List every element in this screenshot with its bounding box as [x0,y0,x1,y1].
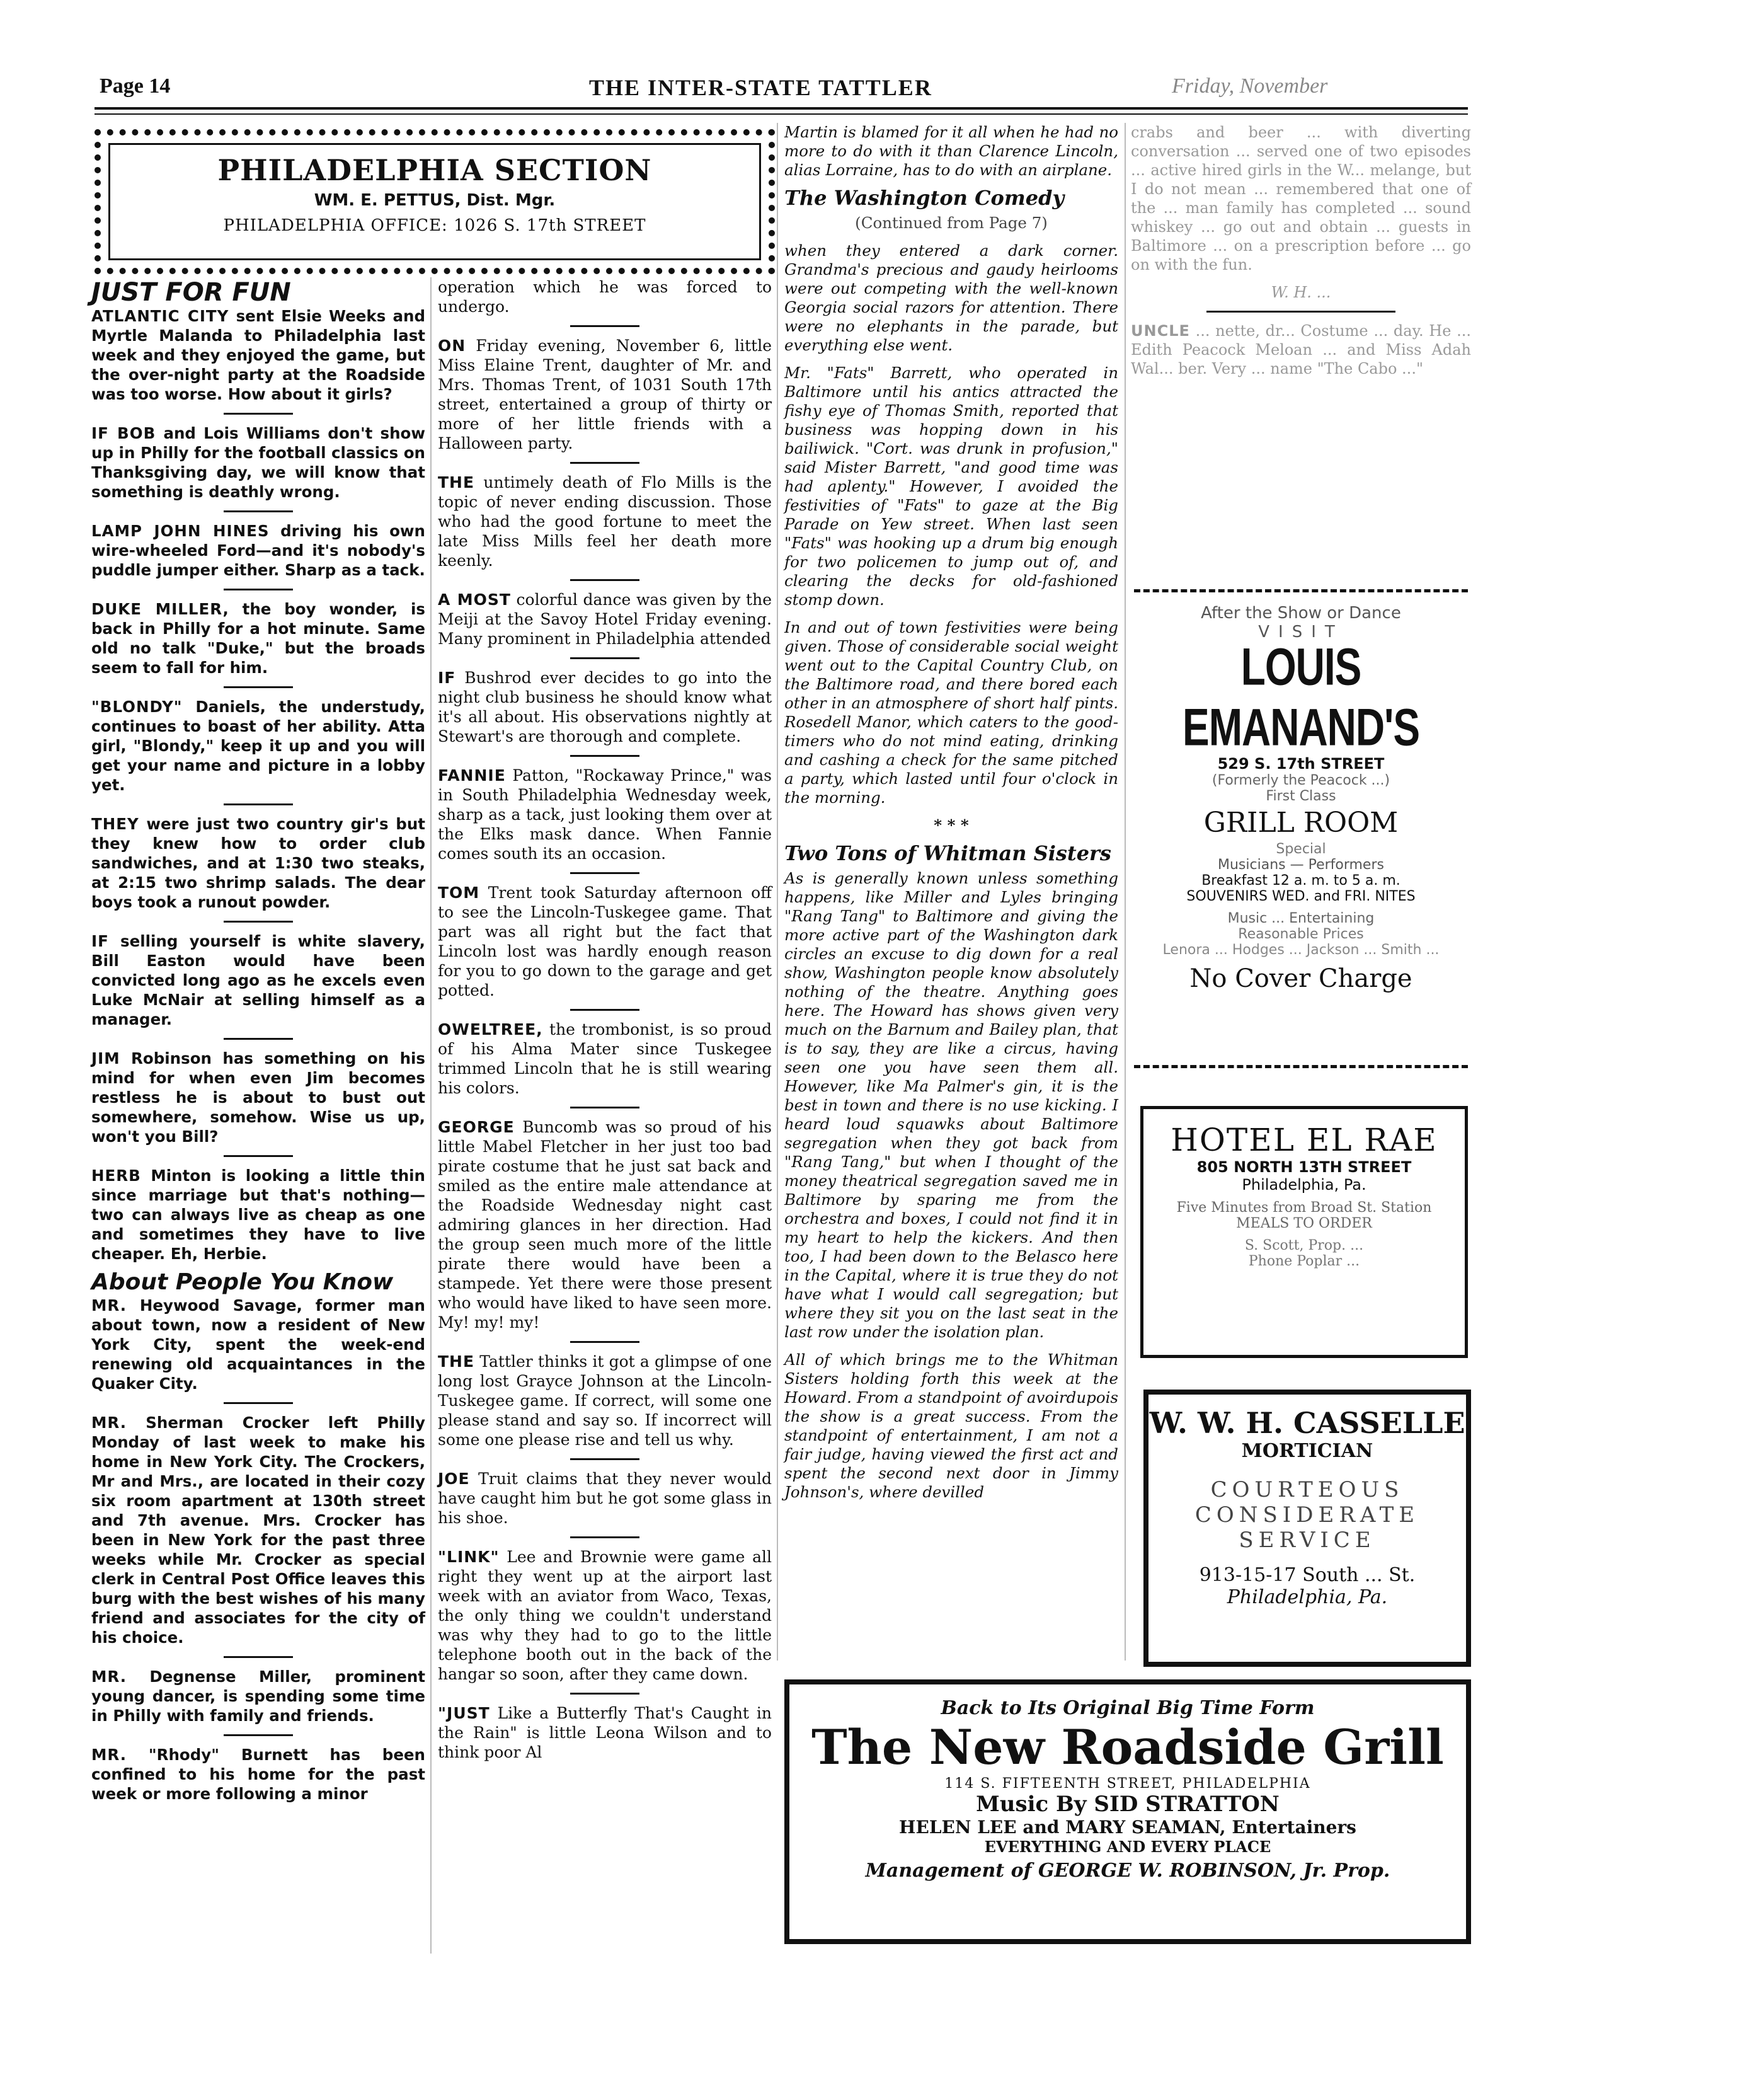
ad-mortician-line3: SERVICE [1239,1528,1376,1553]
just-for-fun-items [91,306,425,1264]
item-text: Buncomb was so proud of his little Mabel Fletcher in her just too bad pirate costume that he just sat back and smiled as the entire male attendance at the Roadside Wednesday night cast admiring glances in her direction. Had the group seen much more of the little pirate there would have been a stampede. Yet there were those present who would have liked to have seen more. My! my! my! [438,1118,772,1332]
separator [224,413,293,415]
ad-grill-address: 529 S. 17th STREET [1217,755,1385,773]
separator [224,1402,293,1404]
news-item [91,1745,425,1804]
column-rule [1125,123,1126,1661]
separator [224,921,293,923]
separator [570,1341,639,1343]
ad-grill-musicians: Musicians — Performers [1218,857,1384,873]
ad-roadside-name: The New Roadside Grill [811,1719,1444,1775]
item-lead: MR. [91,1667,127,1686]
separator [224,589,293,590]
news-item [438,883,772,1000]
item-text: ... nette, dr... Costume ... day. He ... Edith Peacock Meloan ... and Miss Adah Wal... ber. Very ... name "The Cabo ..." [1131,322,1471,377]
item-text: the boy wonder, is back in Philly for a hot minute. Same old no talk "Duke," but the broads seem to fall for him. [91,600,425,677]
news-item [438,590,772,648]
item-text: Sherman Crocker left Philly Monday of last week to make his home in New York City. The Crockers, Mr and Mrs., are located in their cozy six room apartment at 130th street and 7th avenue. Mrs. Crocker has been in New York for the past three weeks while Mr. Crocker as special clerk in Central Post Office leaves this burg with the best wishes of his many friend and associates for the city of his choice. [91,1413,425,1647]
ad-roadside-music: Music By SID STRATTON [976,1792,1280,1817]
item-text: Daniels, the understudy, continues to boast of her ability. Atta girl, "Blondy," keep it up and you will get your name and picture in a lobby yet. [91,698,425,794]
ad-hotel-el-rae [1140,1106,1468,1358]
separator [224,1656,293,1658]
news-item [438,473,772,570]
news-item: In and out of town festivities were being given. Those of considerable social weight went out to the Capital Country Club, on the Baltimore road, and there bored each other in an atmosphere of short half pints. Rosedell Manor, which caters to the good-timers who do not mind eating, drinking and cashing a check for the same pitched a party, which lasted until four o'clock in the morning. [784,618,1118,807]
ad-roadside-everything: EVERYTHING AND EVERY PLACE [984,1838,1271,1856]
ad-grill-line1: After the Show or Dance [1201,604,1401,623]
column-rule [777,123,778,1661]
news-item [91,1413,425,1647]
news-item [91,814,425,912]
separator [570,325,639,327]
column-2 [438,277,772,1771]
stars-divider: * * * [934,816,969,834]
ad-grill-formerly: (Formerly the Peacock ...) [1211,773,1390,788]
item-lead: ON [438,337,466,355]
item-text: untimely death of Flo Mills is the topic of never ending discussion. Those who had the good fortune to meet the late Miss Mills feel her death more keenly. [438,473,772,570]
news-item [438,1469,772,1528]
item-lead: ATLANTIC CITY [91,307,229,325]
continued-text: operation which he was forced to undergo. [438,278,772,316]
news-item [91,1296,425,1393]
item-lead: "BLONDY" [91,698,183,716]
header-rule [94,107,1468,110]
item-lead: LAMP JOHN HINES [91,522,270,540]
separator [570,579,639,581]
ad-grill-names: Lenora ... Hodges ... Jackson ... Smith ... [1162,942,1440,958]
separator [224,686,293,688]
ad-grill-special: Special [1276,841,1326,857]
separator [224,510,293,512]
item-text: selling yourself is white slavery, Bill Easton would have been convicted long ago as he excels even Luke McNair at selling himself as a manager. [91,932,425,1028]
item-text: Patton, "Rockaway Prince," was in South Philadelphia Wednesday week, sharp as a tack, just looking them over at the Elks mask dance. When Fannie comes south its an occasion. [438,766,772,863]
section-office: PHILADELPHIA OFFICE: 1026 S. 17th STREET [223,216,646,235]
ad-roadside-address: 114 S. FIFTEENTH STREET, PHILADELPHIA [944,1776,1311,1792]
item-lead: JOE [438,1470,470,1488]
separator [224,1734,293,1736]
separator [570,657,639,659]
ad-hotel-prop: S. Scott, Prop. ... [1244,1238,1364,1253]
separator [1206,311,1395,313]
news-item [438,1117,772,1332]
item-lead: THEY [91,815,139,833]
ad-mortician-address: 913-15-17 South ... St. [1199,1564,1416,1586]
ad-roadside-mgmt: Management of GEORGE W. ROBINSON, Jr. Prop. [865,1860,1390,1882]
news-item [91,599,425,677]
item-text: Trent took Saturday afternoon off to see the Lincoln-Tuskegee game. That part was all right but the fact that Lincoln lost was hardly enough reason for you to go down to the garage and get potted. [438,884,772,999]
header-rule-thin [94,113,1468,115]
item-text: Minton is looking a little thin since marriage but that's nothing—two can always live as cheap as one and sometimes they have to live cheaper. Eh, Herbie. [91,1166,425,1263]
news-item: As is generally known unless something happens, like Miller and Lyles bringing "Rang Tang" to Baltimore and giving the more active part of the Washington dark circles an excuse to dig down for a real show, Washington people know absolutely nothing of the theatre. Anything goes here. The Howard has shows given very much on the Barnum and Bailey plan, that is to say, they are like a circus, having seen one you have seen them all. However, like Ma Palmer's gin, it is the best in town and there is no use kicking. I heard loud squawks about Baltimore segregation when they got back from "Rang Tang," but when I thought of the money theatrical segregation saved me in Baltimore by sparing me from the orchestra and boxes, I could not find it in my heart to help the kickers. And then too, I had been down to the Belasco here in the Capital, where it is true they do not have what I would call segregation; but where they sit you on the last seat in the last row under the isolation plan. [784,869,1118,1341]
about-people-items [91,1296,425,1804]
ad-mortician-name: W. W. H. CASSELLE [1149,1406,1465,1440]
item-text: were just two country gir's but they knew how to order club sandwiches, and at 1:30 two steaks, at 2:15 two shrimp salads. The dear boys took a runout powder. [91,815,425,911]
separator [570,755,639,757]
item-text: Heywood Savage, former man about town, now a resident of New York City, spent the week-end renewing old acquaintances in the Quaker City. [91,1296,425,1393]
whitman-sisters-text [784,869,1118,1502]
item-text: and Lois Williams don't show up in Philly for the football classics on Thanksgiving day, we will know that something is deathly wrong. [91,424,426,501]
news-item [91,423,425,502]
news-item: All of which brings me to the Whitman Sisters holding forth this week at the Howard. From a standpoint of avoirdupois the show is a great success. From the standpoint of entertainment, I am not a fair judge, having viewed the first act and spent the second next door in Jimmy Johnson's, where devilled [784,1350,1118,1501]
item-lead: IF BOB [91,424,156,442]
item-lead: FANNIE [438,766,506,785]
news-item [91,306,425,404]
section-title: PHILADELPHIA SECTION [217,153,652,187]
separator [570,1458,639,1460]
item-lead: IF [91,932,109,950]
item-lead: A MOST [438,590,511,609]
ad-mortician-line1: COURTEOUS [1210,1477,1404,1502]
item-text: Lee and Brownie were game all right they went up at the airport last week with an aviator from Waco, Texas, the only thing we couldn't understand was why they had to go to the little telephone booth out in the back of the hangar so soon, after they came down. [438,1548,772,1683]
continued-note: (Continued from Page 7) [855,214,1048,232]
washington-comedy-text [784,241,1118,807]
news-item [438,1352,772,1449]
ad-hotel-minutes: Five Minutes from Broad St. Station [1176,1200,1432,1216]
ad-roadside-grill [784,1679,1471,1944]
issue-date: Friday, November [1172,74,1328,98]
ad-hotel-name: HOTEL EL RAE [1171,1122,1438,1158]
news-item [91,1667,425,1725]
item-lead: THE [438,473,475,492]
news-item [91,521,425,580]
ad-mortician-city: Philadelphia, Pa. [1227,1586,1388,1608]
news-item: Mr. "Fats" Barrett, who operated in Baltimore until his antics attracted the fishy eye of Thomas Smith, reported that business was hopping down in his bailiwick. "Cort. was drunk in profusion," said Mister Barrett, "and good time was had aplenty." However, I avoided the festivities of "Fats" to gaze at the Big Parade on Yew street. When last seen "Fats" was hooking up a drum big enough for two policemen to jump out of, and clearing the decks for old-fashioned stomp down. [784,364,1118,609]
item-lead: JIM [91,1049,120,1068]
item-lead: "JUST [438,1704,490,1722]
ad-grill-class: First Class [1266,788,1336,804]
ad-hotel-meals: MEALS TO ORDER [1236,1216,1372,1231]
ad-grill-souvenirs: SOUVENIRS WED. and FRI. NITES [1186,889,1416,904]
news-item [91,1049,425,1146]
column-rule [430,277,432,1954]
news-item [438,1020,772,1098]
ad-grill-room-title: GRILL ROOM [1203,807,1399,839]
separator [570,872,639,874]
item-lead: THE [438,1352,475,1371]
masthead: THE INTER-STATE TATTLER [589,75,932,100]
page-number: Page 14 [100,74,171,98]
separator [570,462,639,464]
heading-about-people: About People You Know [91,1269,394,1295]
heading-just-for-fun: JUST FOR FUN [91,278,291,307]
continued-text: Martin is blamed for it all when he had no more to do with it than Clarence Lincoln, alias Lorraine, has to do with an airplane. [784,123,1118,179]
ad-hotel-phone: Phone Poplar ... [1248,1253,1360,1269]
continued-text: crabs and beer ... with diverting conversation ... served one of two episodes ... active hired girls in the W... melange, but I do not mean ... remembered that one of the ... man family has completed ... sound whiskey ... go out and obtain ... guests in Baltimore ... on a prescription before ... go on with the fun. [1131,124,1471,273]
heading-washington-comedy: The Washington Comedy [784,186,1065,210]
item-text: sent Elsie Weeks and Myrtle Malanda to Philadelphia last week and they enjoyed the game, but the over-night party at the Roadside was too worse. How about it girls? [91,307,425,403]
signature: W. H. ... [1271,284,1331,301]
item-lead: MR. [91,1413,127,1432]
separator [224,1038,293,1040]
separator [224,803,293,805]
item-lead: GEORGE [438,1118,515,1136]
item-lead: UNCLE [1131,322,1190,340]
column-3 [784,123,1118,1511]
separator [570,1693,639,1695]
ad-grill-room [1134,589,1468,1068]
ad-grill-cover: No Cover Charge [1189,964,1412,993]
column-2-items [438,336,772,1762]
item-text: the trombonist, is so proud of his Alma Mater since Tuskegee trimmed Lincoln that he is still wearing his colors. [438,1020,772,1097]
ad-grill-prices: Reasonable Prices [1238,926,1364,942]
news-item: when they entered a dark corner. Grandma's precious and gaudy heirlooms were out competing with the well-known Georgia social razors for attention. There were no elephants in the parade, but everything else went. [784,241,1118,354]
item-text: "Rhody" Burnett has been confined to his home for the past week or more following a minor [91,1746,425,1803]
separator [570,1107,639,1108]
item-text: Degnense Miller, prominent young dancer, is spending some time in Philly with family and friends. [91,1667,425,1725]
column-4 [1131,123,1471,387]
ad-grill-line2: VISIT [1258,623,1344,642]
news-item [438,1547,772,1684]
item-lead: MR. [91,1746,127,1764]
ad-grill-breakfast: Breakfast 12 a. m. to 5 a. m. [1201,873,1400,889]
item-text: Friday evening, November 6, little Miss Elaine Trent, daughter of Mr. and Mrs. Thomas Trent, of 1031 South 17th street, entertained a group of thirty or more of her little friends with a Halloween party. [438,337,772,452]
ad-hotel-address: 805 NORTH 13TH STREET [1196,1158,1412,1176]
item-lead: MR. [91,1296,127,1315]
ad-roadside-helen: HELEN LEE and MARY SEAMAN, Entertainers [899,1817,1356,1838]
ad-grill-name: LOUIS EMANAND'S [1183,637,1419,757]
separator [224,1155,293,1157]
item-lead: HERB [91,1166,141,1185]
item-text: Like a Butterfly That's Caught in the Rain" is little Leona Wilson and to think poor Al [438,1704,772,1761]
item-lead: IF [438,669,456,687]
news-item [438,1703,772,1762]
separator [570,1536,639,1538]
item-text: driving his own wire-wheeled Ford—and it's nobody's puddle jumper either. Sharp as a tack. [91,522,425,579]
heading-whitman-sisters: Two Tons of Whitman Sisters [784,841,1111,865]
item-lead: TOM [438,884,480,902]
item-text: Bushrod ever decides to go into the night club business he should know what it's all about. His observations nightly at Stewart's are thorough and complete. [438,669,772,746]
item-text: Tattler thinks it got a glimpse of one long lost Grayce Johnson at the Lincoln-Tuskegee game. If correct, will some one please stand and say so. If incorrect will some one please rise and tell us why. [438,1352,772,1449]
section-banner [94,129,775,274]
separator [570,1009,639,1011]
item-lead: OWELTREE, [438,1020,543,1039]
ad-mortician-title: MORTICIAN [1241,1440,1373,1462]
column-1 [91,280,425,1812]
ad-mortician-line2: CONSIDERATE [1194,1502,1420,1528]
news-item [91,697,425,795]
item-text: Truit claims that they never would have caught him but he got some glass in his shoe. [438,1470,772,1527]
ad-mortician [1143,1390,1471,1667]
ad-roadside-top: Back to Its Original Big Time Form [941,1697,1315,1719]
news-item [438,766,772,863]
news-item [91,931,425,1029]
section-manager: WM. E. PETTUS, Dist. Mgr. [314,191,556,210]
ad-grill-music: Music ... Entertaining [1227,911,1375,926]
ad-hotel-city: Philadelphia, Pa. [1242,1176,1366,1194]
item-text: Robinson has something on his mind for when even Jim becomes restless he is about to bust out somewhere, somehow. Wise us up, won't you Bill? [91,1049,425,1146]
news-item [438,668,772,746]
item-text: colorful dance was given by the Meiji at the Savoy Hotel Friday evening. Many prominent in Philadelphia attended [438,590,772,648]
news-item [438,336,772,453]
news-item [91,1166,425,1264]
uncle-item [1131,321,1471,378]
item-lead: "LINK" [438,1548,500,1566]
item-lead: DUKE MILLER, [91,600,229,618]
